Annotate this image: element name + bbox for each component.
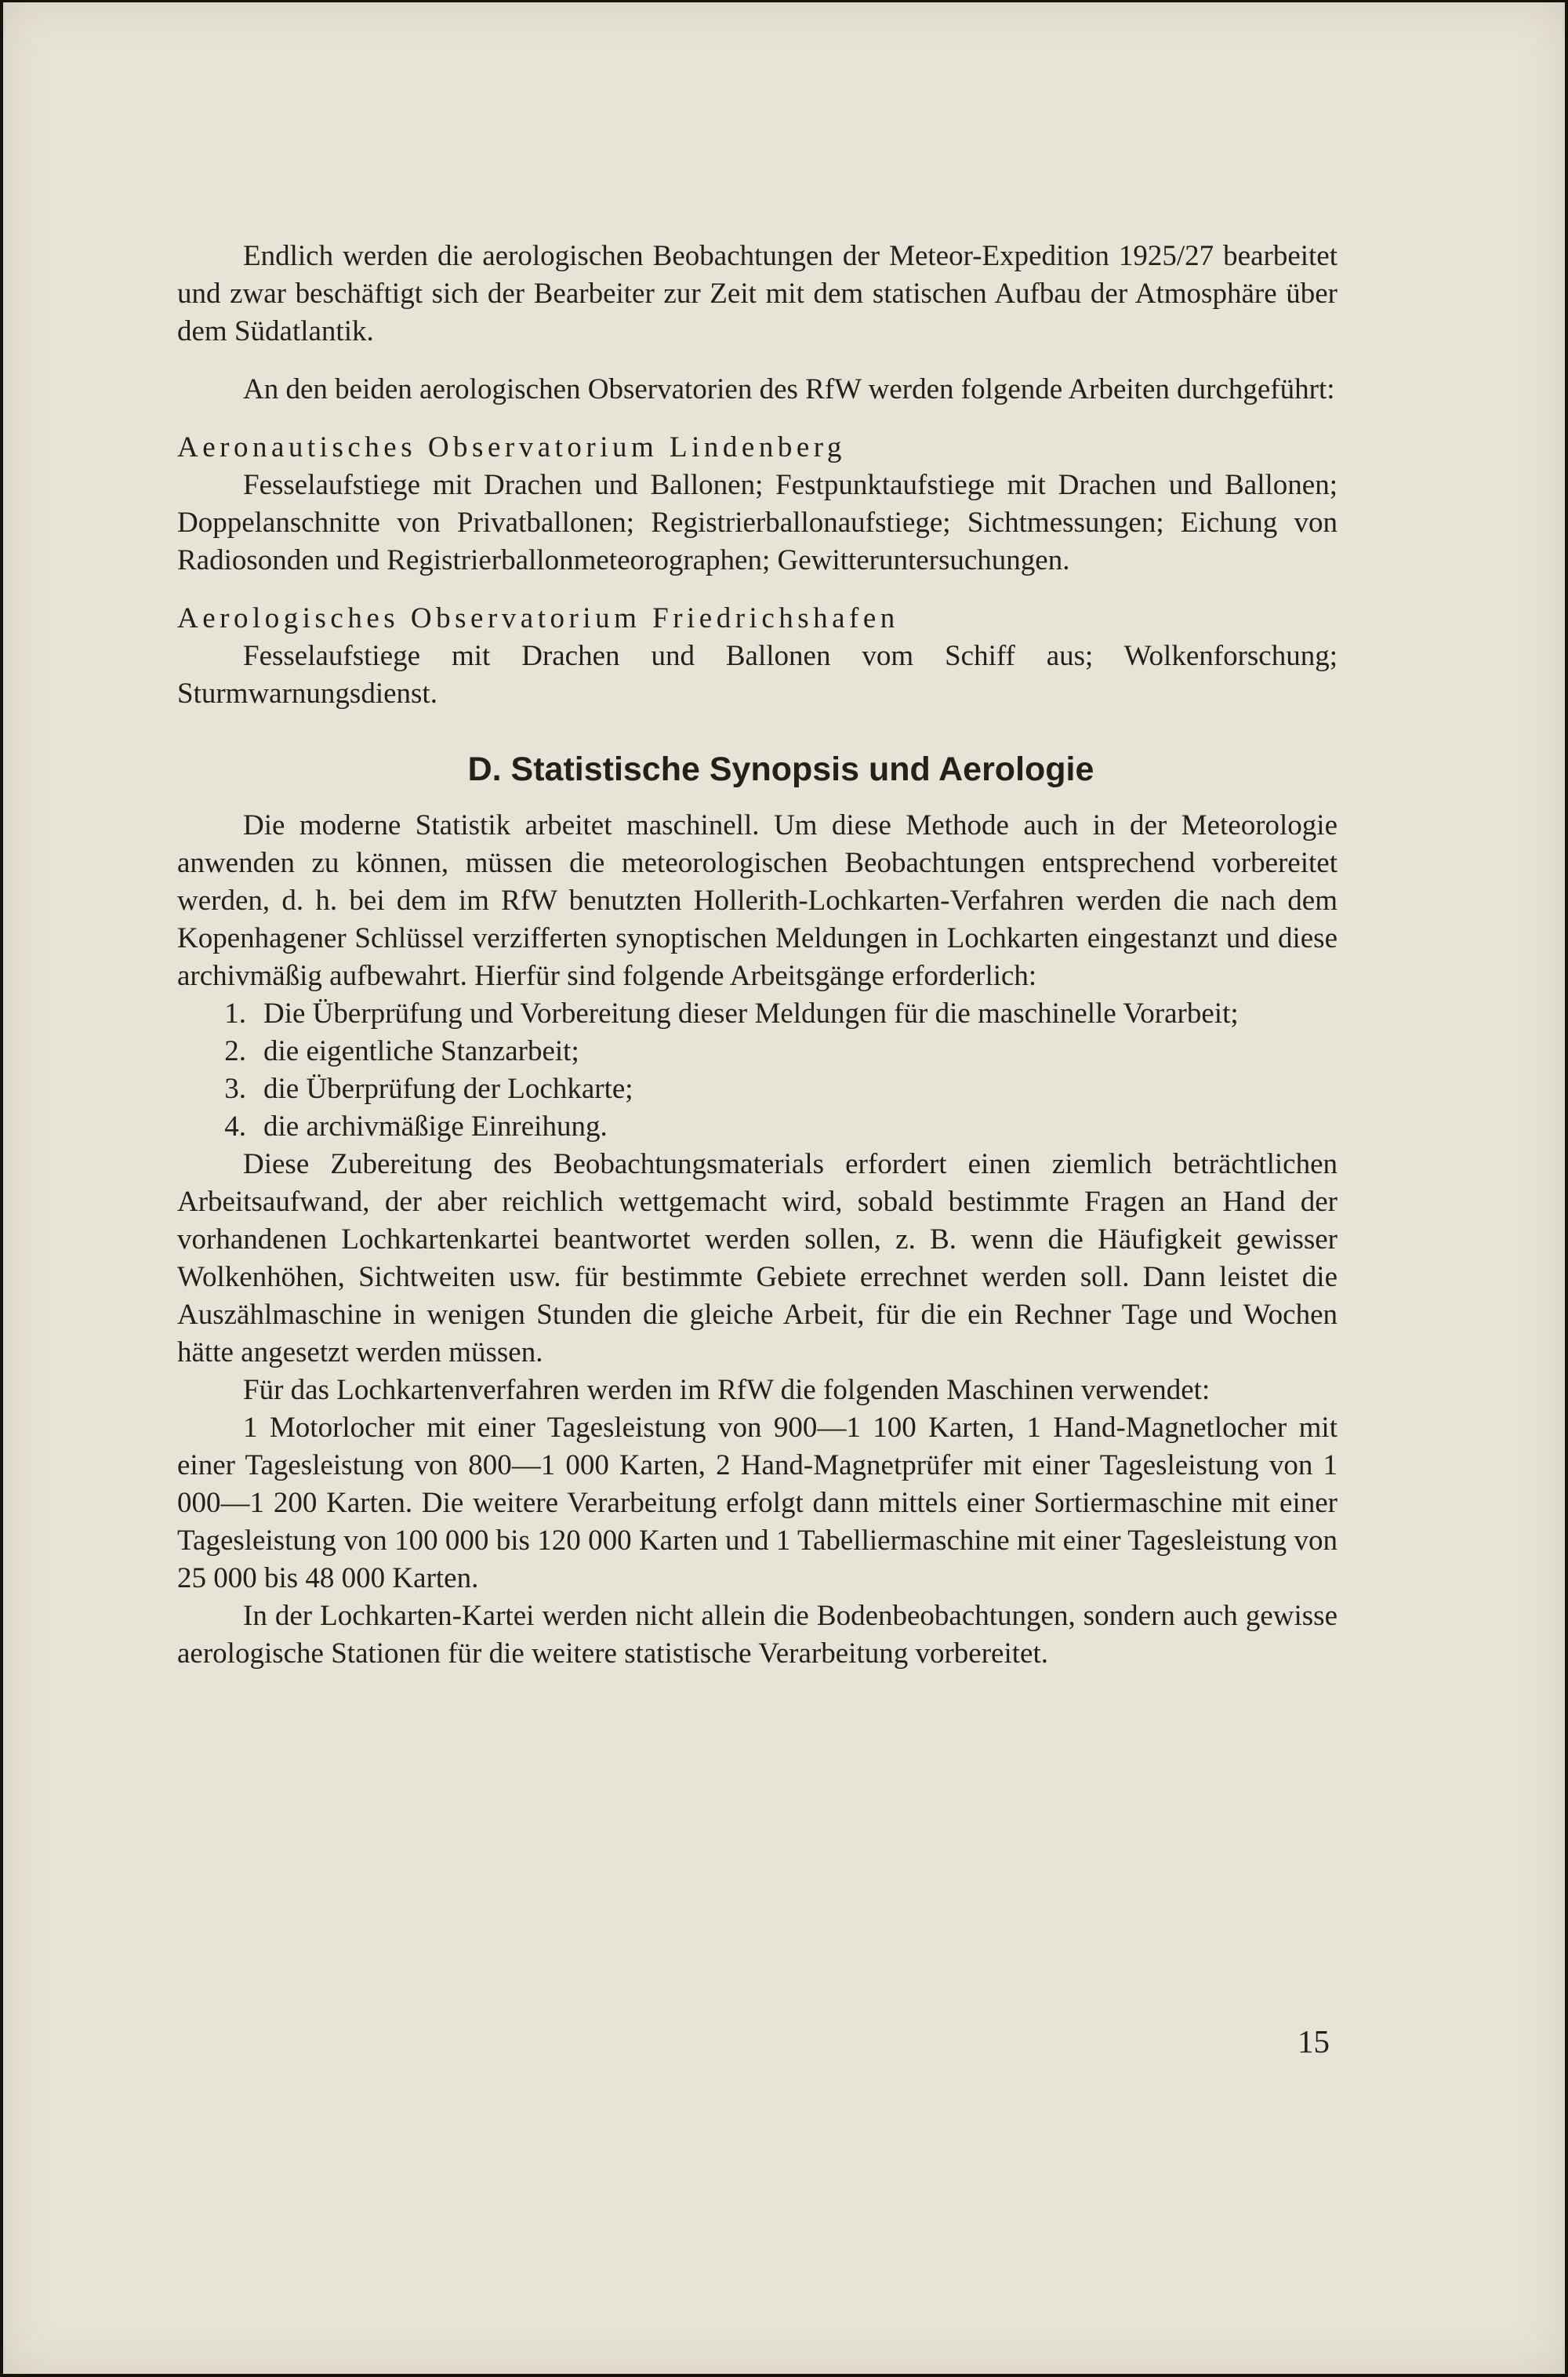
observatory-text-friedrichshafen: Fesselaufstiege mit Drachen und Ballonen vom Schiff aus; Wolkenforschung; Sturmwarnungsdienst. xyxy=(177,640,1338,710)
paragraph-statistics-intro: Die moderne Statistik arbeitet maschinell. Um diese Methode auch in der Meteorologie anwenden zu können, müssen die meteorologischen Beobachtungen entsprechend vorbereitet werden, d. h. bei dem im RfW benutzten Hollerith-Lochkarten-Verfahren werden die nach dem Kopenhagener Schlüssel verzifferten synoptischen Meldungen in Lochkarten eingestanzt und diese archivmäßig aufbewahrt. Hierfür sind folgende Arbeitsgänge erforderlich: xyxy=(177,809,1338,992)
page-number: 15 xyxy=(1298,2023,1330,2059)
paragraph-work-effort: Diese Zubereitung des Beobachtungsmaterials erfordert einen ziemlich beträchtlichen Arbeitsaufwand, der aber reichlich wettgemacht wird, sobald bestimmte Fragen an Hand der vorhandenen Lochkartenkartei beantwortet werden sollen, z. B. wenn die Häufigkeit gewisser Wolkenhöhen, Sichtweiten usw. für bestimmte Gebiete errechnet werden soll. Dann leistet die Auszählmaschine in wenigen Stunden die gleiche Arbeit, für die ein Rechner Tage und Wochen hätte angesetzt werden müssen. xyxy=(177,1148,1338,1368)
list-item-text: die archivmäßige Einreihung. xyxy=(263,1110,608,1143)
paragraph-machines-list: 1 Motorlocher mit einer Tagesleistung von 900—1 100 Karten, 1 Hand-Magnetlocher mit einer Tagesleistung von 800—1 000 Karten, 2 Hand-Magnetprüfer mit einer Tagesleistung von 1 000—1 200 Karten. Die weitere Verarbeitung erfolgt dann mittels einer Sortiermaschine mit einer Tagesleistung von 100 000 bis 120 000 Karten und 1 Tabelliermaschine mit einer Tagesleistung von 25 000 bis 48 000 Karten. xyxy=(177,1412,1338,1594)
list-item xyxy=(177,1070,1338,1108)
work-steps-list xyxy=(177,995,1338,1146)
observatory-name-friedrichshafen: Aerologisches Observatorium Friedrichshafen xyxy=(177,602,899,634)
list-item-number: 1. xyxy=(224,998,246,1030)
document-page xyxy=(3,2,1565,2374)
list-item-text: die eigentliche Stanzarbeit; xyxy=(263,1035,579,1067)
observatory-name-lindenberg: Aeronautisches Observatorium Lindenberg xyxy=(177,431,846,463)
list-item-number: 3. xyxy=(224,1073,246,1105)
paragraph-meteor-expedition: Endlich werden die aerologischen Beobachtungen der Meteor-Expedition 1925/27 bearbeitet und zwar beschäftigt sich der Bearbeiter zur Zeit mit dem statischen Aufbau der Atmosphäre über dem Südatlantik. xyxy=(177,240,1338,347)
list-item xyxy=(177,995,1338,1033)
paragraph-machines-intro: Für das Lochkartenverfahren werden im RfW die folgenden Maschinen verwendet: xyxy=(243,1374,1210,1406)
list-item xyxy=(177,1108,1338,1146)
list-item-number: 4. xyxy=(224,1110,246,1143)
page-body xyxy=(177,238,1338,1673)
paragraph-card-index: In der Lochkarten-Kartei werden nicht allein die Bodenbeobachtungen, sondern auch gewisse aerologische Stationen für die weitere statistische Verarbeitung vorbereitet. xyxy=(177,1600,1338,1670)
paragraph-observatories-intro: An den beiden aerologischen Observatorien des RfW werden folgende Arbeiten durchgeführt: xyxy=(243,373,1335,405)
list-item xyxy=(177,1033,1338,1070)
list-item-text: die Überprüfung der Lochkarte; xyxy=(263,1073,633,1105)
observatory-text-lindenberg: Fesselaufstiege mit Drachen und Ballonen; Festpunktaufstiege mit Drachen und Ballonen; Doppelanschnitte von Privatballonen; Registrierballonaufstiege; Sichtmessungen; Eichung von Radiosonden und Registrierballonmeteorographen; Gewitteruntersuchungen. xyxy=(177,469,1338,576)
list-item-text: Die Überprüfung und Vorbereitung dieser Meldungen für die maschinelle Vorarbeit; xyxy=(263,998,1239,1030)
list-item-number: 2. xyxy=(224,1035,246,1067)
section-heading: D. Statistische Synopsis und Aerologie xyxy=(467,751,1094,788)
